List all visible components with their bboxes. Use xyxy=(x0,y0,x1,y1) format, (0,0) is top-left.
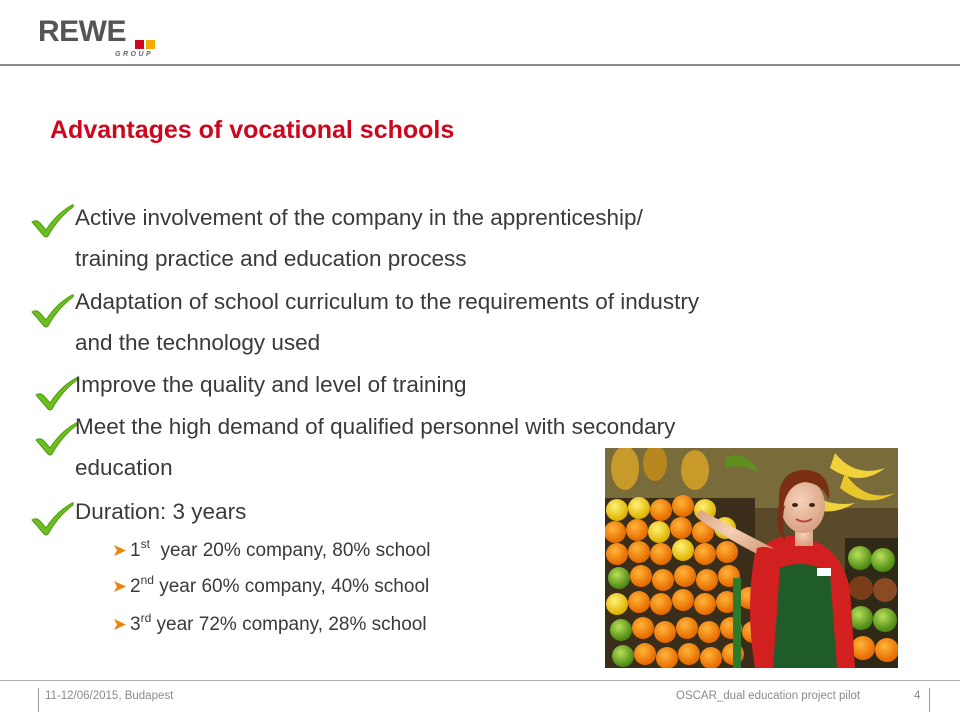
checkmark-icon xyxy=(28,500,76,536)
sub-bullet xyxy=(113,612,427,638)
bullet-line: education xyxy=(75,455,173,480)
bullet-line: and the technology used xyxy=(75,330,321,355)
logo-red-square xyxy=(135,40,144,49)
bullet-line: training practice and education process xyxy=(75,246,467,271)
fruit-display-image xyxy=(605,448,898,668)
footer-divider xyxy=(0,680,960,681)
footer-tick xyxy=(929,688,930,712)
supermarket-photo xyxy=(605,448,898,668)
rewe-group-logo xyxy=(38,14,168,60)
arrow-right-icon xyxy=(113,544,127,557)
footer-tick xyxy=(38,688,39,712)
page-number: 4 xyxy=(914,690,921,702)
sub-bullet-text: year 72% company, 28% school xyxy=(151,614,427,635)
sub-bullet-text: year 20% company, 80% school xyxy=(149,540,431,561)
sub-bullet-number: 1 xyxy=(130,540,141,561)
footer-project-name: OSCAR_dual education project pilot xyxy=(676,690,861,702)
logo-wordmark: REWE xyxy=(38,15,126,48)
sub-bullet xyxy=(113,574,429,600)
header-divider xyxy=(0,64,960,66)
checkmark-icon xyxy=(32,375,80,411)
checkmark-icon xyxy=(28,202,76,238)
logo-subline: GROUP xyxy=(115,51,154,58)
arrow-right-icon xyxy=(113,618,127,631)
slide-title: Advantages of vocational schools xyxy=(50,116,455,144)
sub-bullet-ordinal: nd xyxy=(140,573,154,587)
bullet-line: Adaptation of school curriculum to the requirements of industry xyxy=(75,289,700,314)
checkmark-icon xyxy=(28,292,76,328)
sub-bullet-ordinal: rd xyxy=(140,611,152,625)
arrow-right-icon xyxy=(113,580,127,593)
checkmark-icon xyxy=(32,420,80,456)
bullet-line: Meet the high demand of qualified personnel with secondary xyxy=(75,414,676,439)
bullet-line: Active involvement of the company in the apprenticeship/ xyxy=(75,205,643,230)
logo-yellow-square xyxy=(146,40,155,49)
sub-bullet-ordinal: st xyxy=(140,537,150,551)
sub-bullet xyxy=(113,538,431,564)
sub-bullet-number: 2 xyxy=(130,576,141,597)
sub-bullet-text: year 60% company, 40% school xyxy=(153,576,430,597)
bullet-line: Improve the quality and level of training xyxy=(75,372,467,397)
footer-date-place: 11-12/06/2015, Budapest xyxy=(45,690,174,702)
sub-bullet-number: 3 xyxy=(130,614,141,635)
bullet-line: Duration: 3 years xyxy=(75,499,247,524)
